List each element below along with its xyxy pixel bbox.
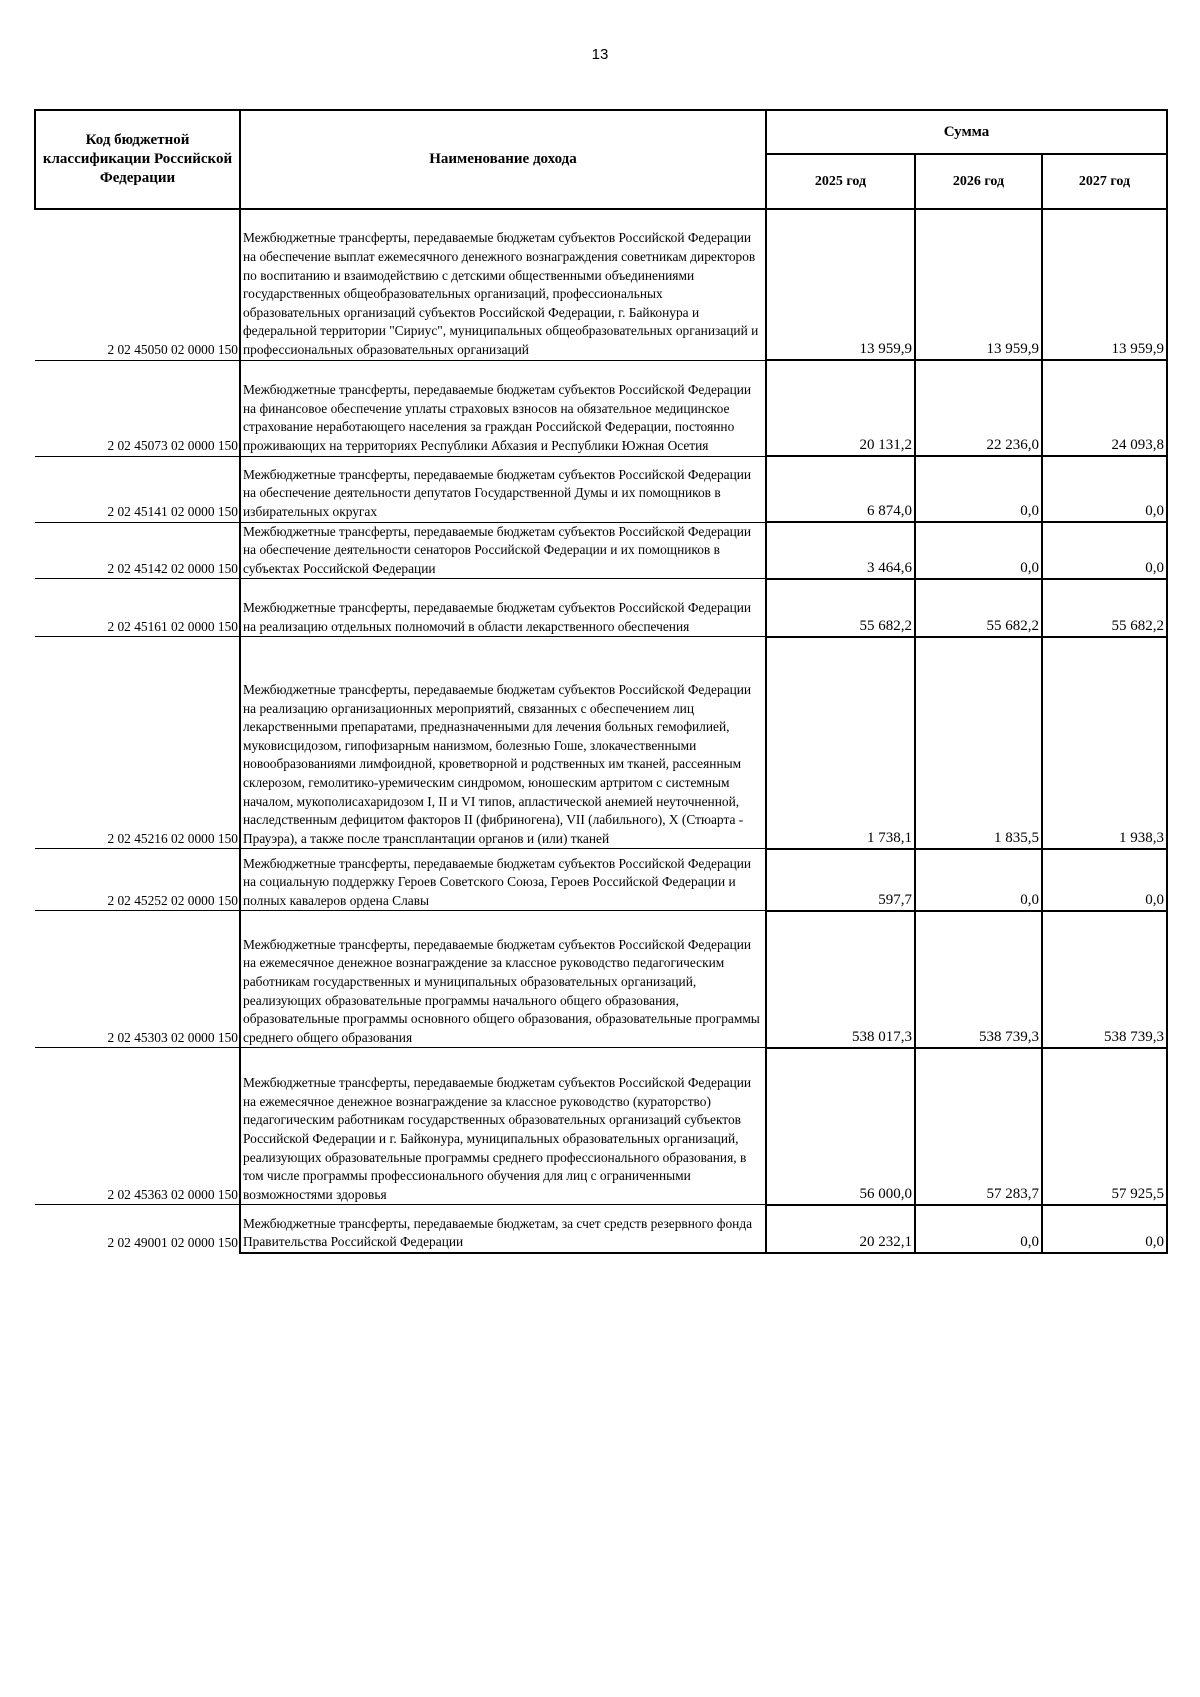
table-row xyxy=(35,209,1167,360)
table-row xyxy=(35,360,1167,456)
row-code: 2 02 49001 02 0000 150 xyxy=(35,1205,240,1253)
row-value-2025: 597,7 xyxy=(766,849,915,911)
header-year-2025: 2025 год xyxy=(766,154,915,209)
table-row xyxy=(35,1205,1167,1253)
row-value-2025: 3 464,6 xyxy=(766,522,915,579)
row-code: 2 02 45252 02 0000 150 xyxy=(35,849,240,911)
table-row xyxy=(35,522,1167,579)
table-row xyxy=(35,637,1167,849)
row-value-2027: 0,0 xyxy=(1042,456,1167,522)
row-value-2026: 22 236,0 xyxy=(915,360,1042,456)
row-code: 2 02 45216 02 0000 150 xyxy=(35,637,240,849)
row-value-2027: 13 959,9 xyxy=(1042,209,1167,360)
revenue-table xyxy=(34,109,1168,1254)
table-row xyxy=(35,456,1167,522)
row-name: Межбюджетные трансферты, передаваемые бюджетам субъектов Российской Федерации на реализацию организационных мероприятий, связанных с обеспечением лиц лекарственными препаратами, предназначенными для лечения больных гемофилией, муковисцидозом, гипофизарным нанизмом, болезнью Гоше, злокачественными новообразованиями лимфоидной, кроветворной и родственных им тканей, рассеянным склерозом, гемолитико-уремическим синдромом, юношеским артритом с системным началом, мукополисахаридозом I, II и VI типов, апластической анемией неуточненной, наследственным дефицитом факторов II (фибриногена), VII (лабильного), X (Стюарта - Прауэра), а также после трансплантации органов и (или) тканей xyxy=(240,637,766,849)
row-value-2027: 0,0 xyxy=(1042,1205,1167,1253)
row-value-2025: 1 738,1 xyxy=(766,637,915,849)
row-value-2027: 1 938,3 xyxy=(1042,637,1167,849)
row-value-2026: 0,0 xyxy=(915,456,1042,522)
row-value-2025: 56 000,0 xyxy=(766,1048,915,1205)
row-value-2025: 55 682,2 xyxy=(766,579,915,637)
row-value-2026: 55 682,2 xyxy=(915,579,1042,637)
row-name: Межбюджетные трансферты, передаваемые бюджетам субъектов Российской Федерации на финансовое обеспечение уплаты страховых взносов на обязательное медицинское страхование неработающего населения за граждан Российской Федерации, постоянно проживающих на территориях Республики Абхазия и Республики Южная Осетия xyxy=(240,360,766,456)
row-value-2027: 24 093,8 xyxy=(1042,360,1167,456)
row-code: 2 02 45141 02 0000 150 xyxy=(35,456,240,522)
row-value-2026: 0,0 xyxy=(915,849,1042,911)
row-code: 2 02 45073 02 0000 150 xyxy=(35,360,240,456)
header-year-2026: 2026 год xyxy=(915,154,1042,209)
row-code: 2 02 45142 02 0000 150 xyxy=(35,522,240,579)
row-value-2025: 20 131,2 xyxy=(766,360,915,456)
row-code: 2 02 45050 02 0000 150 xyxy=(35,209,240,360)
row-name: Межбюджетные трансферты, передаваемые бюджетам субъектов Российской Федерации на социальную поддержку Героев Советского Союза, Героев Российской Федерации и полных кавалеров ордена Славы xyxy=(240,849,766,911)
row-name: Межбюджетные трансферты, передаваемые бюджетам субъектов Российской Федерации на ежемесячное денежное вознаграждение за классное руководство (кураторство) педагогическим работникам государственных образовательных организаций субъектов Российской Федерации и г. Байконура, муниципальных образовательных организаций, реализующих образовательные программы среднего профессионального образования, в том числе программы профессионального обучения для лиц с ограниченными возможностями здоровья xyxy=(240,1048,766,1205)
header-sum: Сумма xyxy=(766,110,1167,154)
row-value-2027: 57 925,5 xyxy=(1042,1048,1167,1205)
header-name: Наименование дохода xyxy=(240,110,766,209)
row-code: 2 02 45161 02 0000 150 xyxy=(35,579,240,637)
row-value-2026: 0,0 xyxy=(915,1205,1042,1253)
row-value-2026: 538 739,3 xyxy=(915,911,1042,1048)
row-name: Межбюджетные трансферты, передаваемые бюджетам субъектов Российской Федерации на обеспечение деятельности сенаторов Российской Федерации и их помощников в субъектах Российской Федерации xyxy=(240,522,766,579)
row-value-2027: 0,0 xyxy=(1042,522,1167,579)
row-name: Межбюджетные трансферты, передаваемые бюджетам субъектов Российской Федерации на обеспечение выплат ежемесячного денежного вознаграждения советникам директоров по воспитанию и взаимодействию с детскими общественными объединениями государственных общеобразовательных организаций, профессиональных образовательных организаций субъектов Российской Федерации, г. Байконура и федеральной территории "Сириус", муниципальных общеобразовательных организаций и профессиональных образовательных организаций xyxy=(240,209,766,360)
row-value-2026: 1 835,5 xyxy=(915,637,1042,849)
row-value-2026: 57 283,7 xyxy=(915,1048,1042,1205)
row-value-2027: 0,0 xyxy=(1042,849,1167,911)
header-code: Код бюджетной классификации Российской Федерации xyxy=(35,110,240,209)
table-row xyxy=(35,579,1167,637)
table-row xyxy=(35,911,1167,1048)
table-row xyxy=(35,1048,1167,1205)
page-number: 13 xyxy=(591,46,609,63)
row-value-2026: 13 959,9 xyxy=(915,209,1042,360)
header-year-2027: 2027 год xyxy=(1042,154,1167,209)
row-code: 2 02 45363 02 0000 150 xyxy=(35,1048,240,1205)
row-value-2027: 55 682,2 xyxy=(1042,579,1167,637)
row-name: Межбюджетные трансферты, передаваемые бюджетам субъектов Российской Федерации на реализацию отдельных полномочий в области лекарственного обеспечения xyxy=(240,579,766,637)
row-name: Межбюджетные трансферты, передаваемые бюджетам субъектов Российской Федерации на обеспечение деятельности депутатов Государственной Думы и их помощников в избирательных округах xyxy=(240,456,766,522)
table-row xyxy=(35,849,1167,911)
row-value-2025: 538 017,3 xyxy=(766,911,915,1048)
row-value-2025: 20 232,1 xyxy=(766,1205,915,1253)
row-value-2027: 538 739,3 xyxy=(1042,911,1167,1048)
row-value-2025: 6 874,0 xyxy=(766,456,915,522)
row-code: 2 02 45303 02 0000 150 xyxy=(35,911,240,1048)
row-name: Межбюджетные трансферты, передаваемые бюджетам, за счет средств резервного фонда Правительства Российской Федерации xyxy=(240,1205,766,1253)
row-name: Межбюджетные трансферты, передаваемые бюджетам субъектов Российской Федерации на ежемесячное денежное вознаграждение за классное руководство педагогическим работникам государственных и муниципальных образовательных организаций, реализующих образовательные программы начального общего образования, образовательные программы основного общего образования, образовательные программы среднего общего образования xyxy=(240,911,766,1048)
row-value-2025: 13 959,9 xyxy=(766,209,915,360)
row-value-2026: 0,0 xyxy=(915,522,1042,579)
